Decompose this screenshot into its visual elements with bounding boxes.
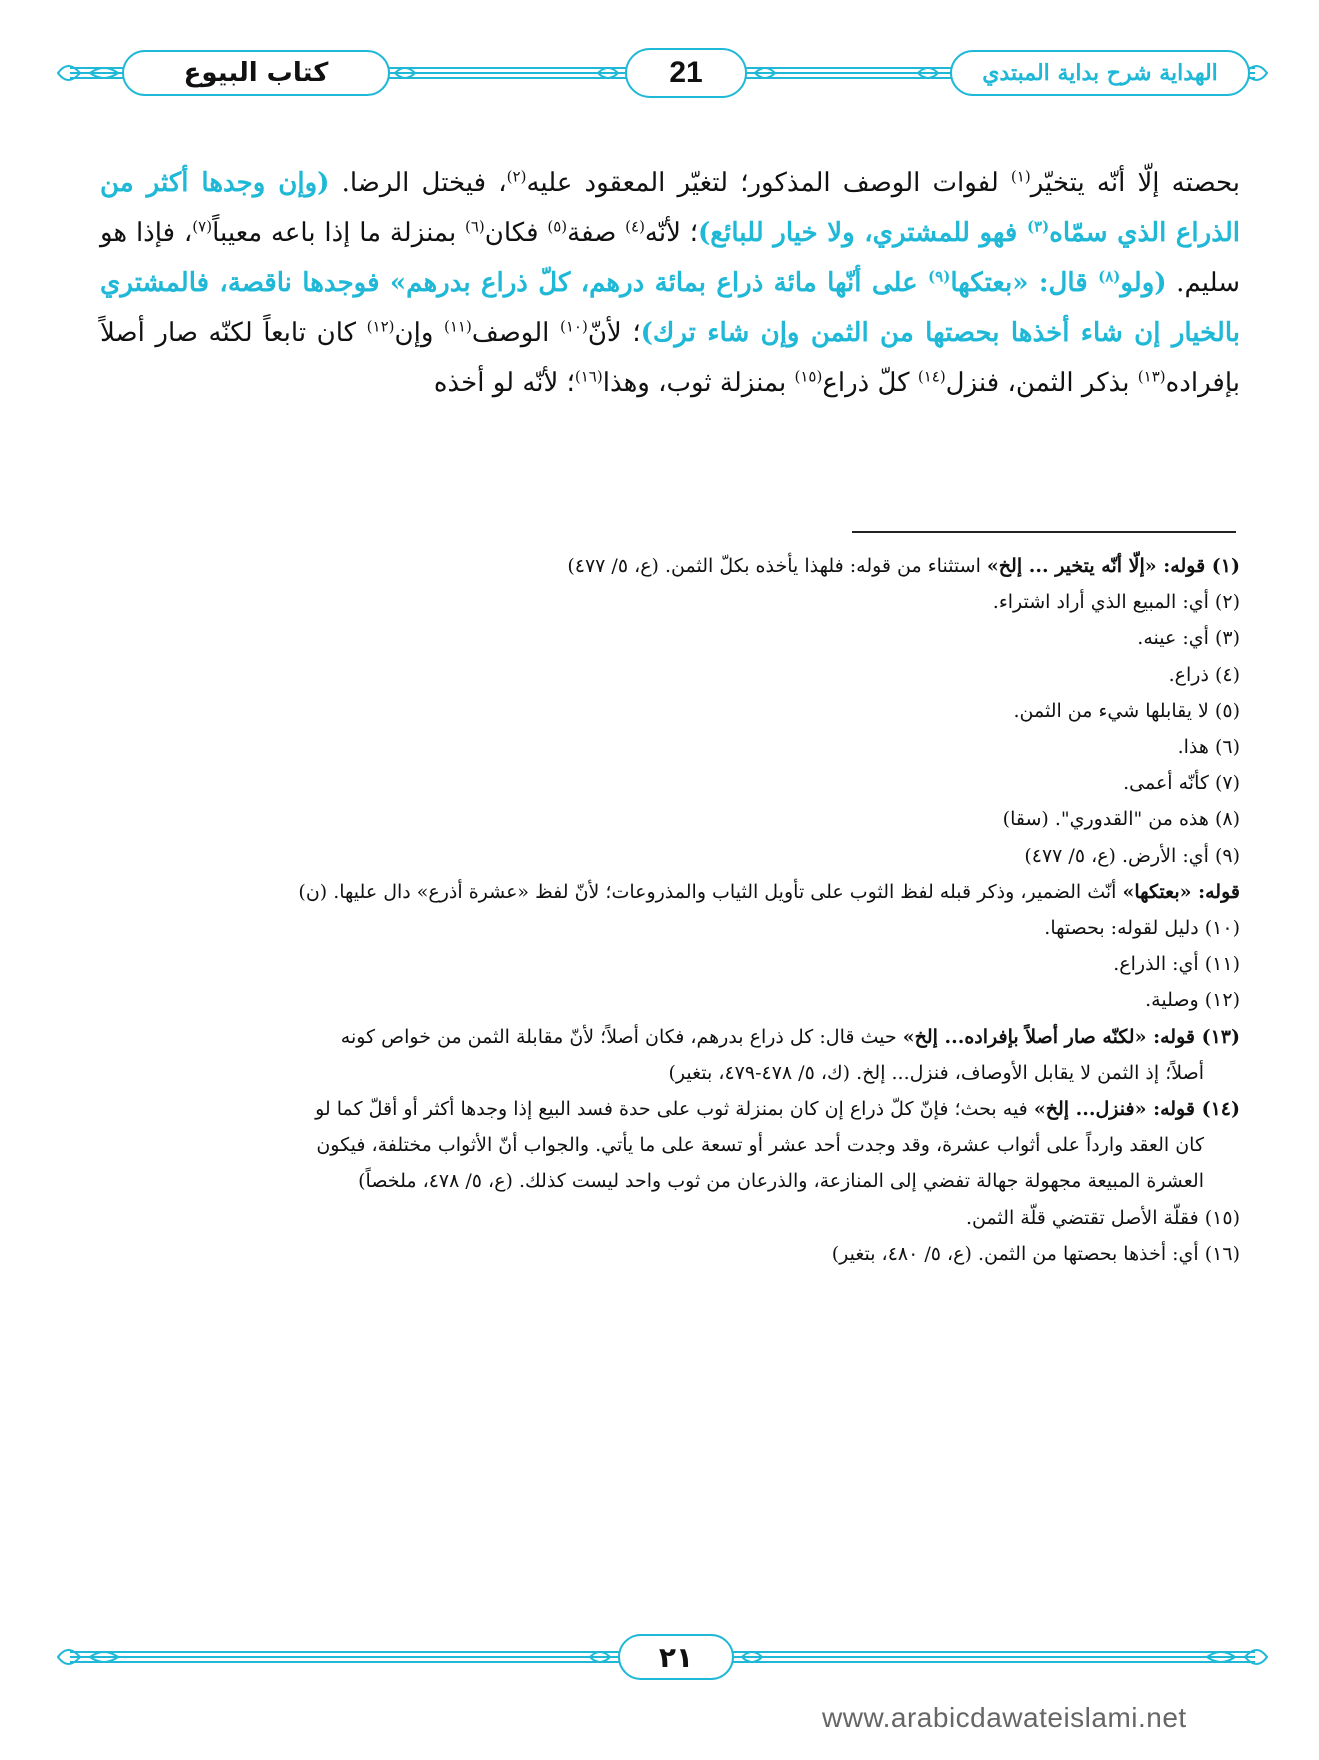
chapter-title: كتاب البيوع	[122, 50, 390, 96]
footnote: (٤) ذراع.	[1168, 663, 1240, 686]
footnote-continuation: كان العقد وارداً على أثواب عشرة، وقد وجدت أحد عشر أو تسعة على ما يأتي. والجواب أنّ الأثواب مختلفة، فيكون	[316, 1134, 1204, 1157]
footer-page-number: ٢١	[618, 1634, 734, 1680]
footnote: (٢) أي: المبيع الذي أراد اشتراء.	[992, 591, 1240, 614]
footnote: قوله: «بعتكها» أنّث الضمير، وذكر قبله لفظ الثوب على تأويل الثياب والمذروعات؛ لأنّ لفظ «عشرة أذرع» دال عليها. (ن)	[298, 880, 1240, 903]
footnotes	[100, 548, 1240, 1272]
page-footer	[50, 1628, 1275, 1692]
footnote-separator	[852, 531, 1236, 533]
book-title-logo: الهداية شرح بداية المبتدي	[950, 50, 1250, 96]
footnote: (٦) هذا.	[1177, 736, 1240, 759]
matn-quote: (ولو	[1120, 268, 1167, 298]
footnote: (٩) أي: الأرض. (ع، ٥/ ٤٧٧)	[1024, 844, 1240, 867]
footnote-continuation: أصلاً؛ إذ الثمن لا يقابل الأوصاف، فنزل... إلخ. (ك، ٥/ ٤٧٨-٤٧٩، بتغير)	[668, 1061, 1204, 1084]
footnote-continuation: العشرة المبيعة مجهولة جهالة تفضي إلى المنازعة، والذرعان من ثوب واحد ليست كذلك. (ع، ٥/ ٤٧٨، ملخصاً)	[358, 1170, 1204, 1193]
footnote: (٧) كأنّه أعمى.	[1123, 772, 1240, 795]
footnote: (١٢) وصلية.	[1145, 989, 1240, 1012]
footnote: (١٠) دليل لقوله: بحصتها.	[1044, 917, 1240, 940]
footnote: (١٤) قوله: «فنزل... إلخ» فيه بحث؛ فإنّ كلّ ذراع إن كان بمنزلة ثوب على حدة فسد البيع إذا وجدها أكثر أو أقلّ كما لو	[315, 1098, 1240, 1121]
matn-quote: (وإن وجدها أكثر من الذراع الذي سمّاه	[100, 168, 1240, 248]
footnote: (٣) أي: عينه.	[1137, 627, 1240, 650]
main-text: بحصته إلّا أنّه يتخيّر$^{(١)}$ لفوات الوصف المذكور؛ لتغيّر المعقود عليه$^{(٢)}$، فيختل الرضا. (وإن وجدها أكثر من الذراع الذي سمّاه$^{(٣)}$ فهو للمشتري، ولا خيار للبائع)؛ لأنّه$^{(٤)}$ صفة$^{(٥)}$ فكان$^{(٦)}$ بمنزلة ما إذا باعه معيباً$^{(٧)}$، فإذا هو سليم. (ولو$^{(٨)}$ قال: «بعتكها$^{(٩)}$ على أنّها مائة ذراع بمائة درهم، كلّ ذراع بدرهم» فوجدها ناقصة، فالمشتري بالخيار إن شاء أخذها بحصتها من الثمن وإن شاء ترك)؛ لأنّ$^{(١٠)}$ الوصف$^{(١١)}$ وإن$^{(١٢)}$ كان تابعاً لكنّه صار أصلاً بإفراده$^{(١٣)}$ بذكر الثمن، فنزل$^{(١٤)}$ كلّ ذراع$^{(١٥)}$ بمنزلة ثوب، وهذا$^{(١٦)}$؛ لأنّه لو أخذه	[100, 167, 1241, 398]
footnote: (١٥) فقلّة الأصل تقتضي قلّة الثمن.	[965, 1206, 1240, 1229]
footnote: (١١) أي: الذراع.	[1113, 953, 1240, 976]
page-header	[50, 42, 1275, 110]
footnote: (٨) هذه من "القدوري". (سقا)	[1002, 808, 1240, 831]
page-number: 21	[625, 48, 747, 98]
footnote: (١٦) أي: أخذها بحصتها من الثمن. (ع، ٥/ ٤٨٠، بتغير)	[831, 1242, 1240, 1265]
website-url[interactable]: www.arabicdawateislami.net	[822, 1702, 1187, 1733]
footnote: (١٣) قوله: «لكنّه صار أصلاً بإفراده... إلخ» حيث قال: كل ذراع بدرهم، فكان أصلاً؛ لأنّ مقابلة الثمن من خواص كونه	[340, 1025, 1240, 1048]
footnote: (٥) لا يقابلها شيء من الثمن.	[1013, 699, 1240, 722]
footnote: (١) قوله: «إلّا أنّه يتخير ... إلخ» استثناء من قوله: فلهذا يأخذه بكلّ الثمن. (ع، ٥/ ٤٧٧)	[567, 555, 1240, 577]
